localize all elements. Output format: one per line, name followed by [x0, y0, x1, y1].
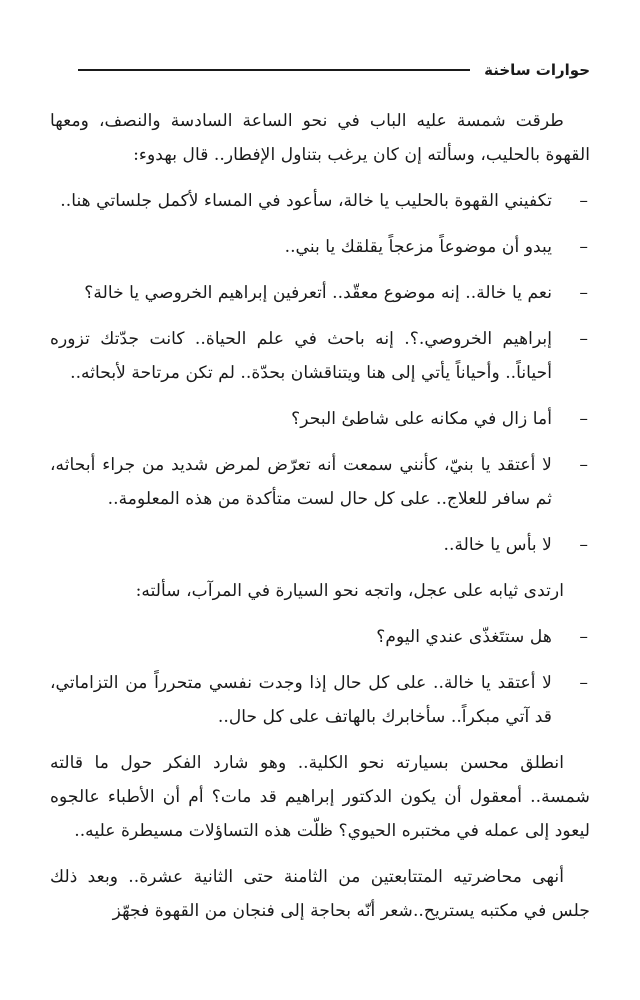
running-header [50, 52, 590, 88]
dialogue-text: هل ستتَغذّى عندي اليوم؟ [376, 627, 552, 647]
dialogue-dash: – [579, 237, 588, 257]
dialogue-line [50, 528, 590, 562]
dialogue-line [50, 230, 590, 264]
dialogue-text: نعم يا خالة.. إنه موضوع معقّد.. أتعرفين إبراهيم الخروصي يا خالة؟ [84, 283, 552, 303]
dialogue-dash: – [579, 627, 588, 647]
dialogue-dash: – [579, 329, 588, 349]
dialogue-text: لا بأس يا خالة.. [443, 535, 552, 555]
dialogue-text: يبدو أن موضوعاً مزعجاً يقلقك يا بني.. [284, 237, 552, 257]
dialogue-text: أما زال في مكانه على شاطئ البحر؟ [291, 409, 552, 429]
dialogue-dash: – [579, 409, 588, 429]
narrative-paragraph: أنهى محاضرتيه المتتابعتين من الثامنة حتى الثانية عشرة.. وبعد ذلك جلس في مكتبه يستريح..شعر أنّه بحاجة إلى فنجان من القهوة فجهّز [50, 867, 590, 921]
dialogue-line [50, 322, 590, 390]
dialogue-line [50, 276, 590, 310]
dialogue-line [50, 666, 590, 734]
dialogue-line [50, 620, 590, 654]
narrative-paragraph: ارتدى ثيابه على عجل، واتجه نحو السيارة في المرآب، سألته: [135, 581, 564, 601]
dialogue-line [50, 448, 590, 516]
dialogue-text: لا أعتقد يا بنيّ، كأنني سمعت أنه تعرّض لمرض شديد من جراء أبحاثه، ثم سافر للعلاج.. على كل حال لست متأكدة من هذه المعلومة.. [50, 455, 552, 509]
running-title: حوارات ساخنة [484, 61, 590, 79]
dialogue-dash: – [579, 455, 588, 475]
body-text [50, 104, 590, 928]
dialogue-line [50, 184, 590, 218]
dialogue-text: تكفيني القهوة بالحليب يا خالة، سأعود في المساء لأكمل جلساتي هنا.. [60, 191, 552, 211]
dialogue-text: إبراهيم الخروصي.؟. إنه باحث في علم الحياة.. كانت جدّتك تزوره أحياناً.. وأحياناً يأتي إلى هنا ويتناقشان بحدّة.. لم تكن مرتاحة لأبحاثه.. [50, 329, 552, 383]
dialogue-dash: – [579, 283, 588, 303]
narrative-paragraph: طرقت شمسة عليه الباب في نحو الساعة السادسة والنصف، ومعها القهوة بالحليب، وسألته إن كان يرغب بتناول الإفطار.. قال بهدوء: [50, 111, 590, 165]
narrative-paragraph: انطلق محسن بسيارته نحو الكلية.. وهو شارد الفكر حول ما قالته شمسة.. أمعقول أن يكون الدكتور إبراهيم قد مات؟ أم أن الأطباء عالجوه ليعود إلى عمله في مختبره الحيوي؟ ظلّت هذه التساؤلات مسيطرة عليه.. [50, 753, 590, 841]
dialogue-dash: – [579, 673, 588, 693]
dialogue-dash: – [579, 535, 588, 555]
dialogue-dash: – [579, 191, 588, 211]
header-rule [78, 69, 470, 71]
dialogue-text: لا أعتقد يا خالة.. على كل حال إذا وجدت نفسي متحرراً من التزاماتي، قد آتي مبكراً.. سأخابرك بالهاتف على كل حال.. [50, 673, 552, 727]
dialogue-line [50, 402, 590, 436]
